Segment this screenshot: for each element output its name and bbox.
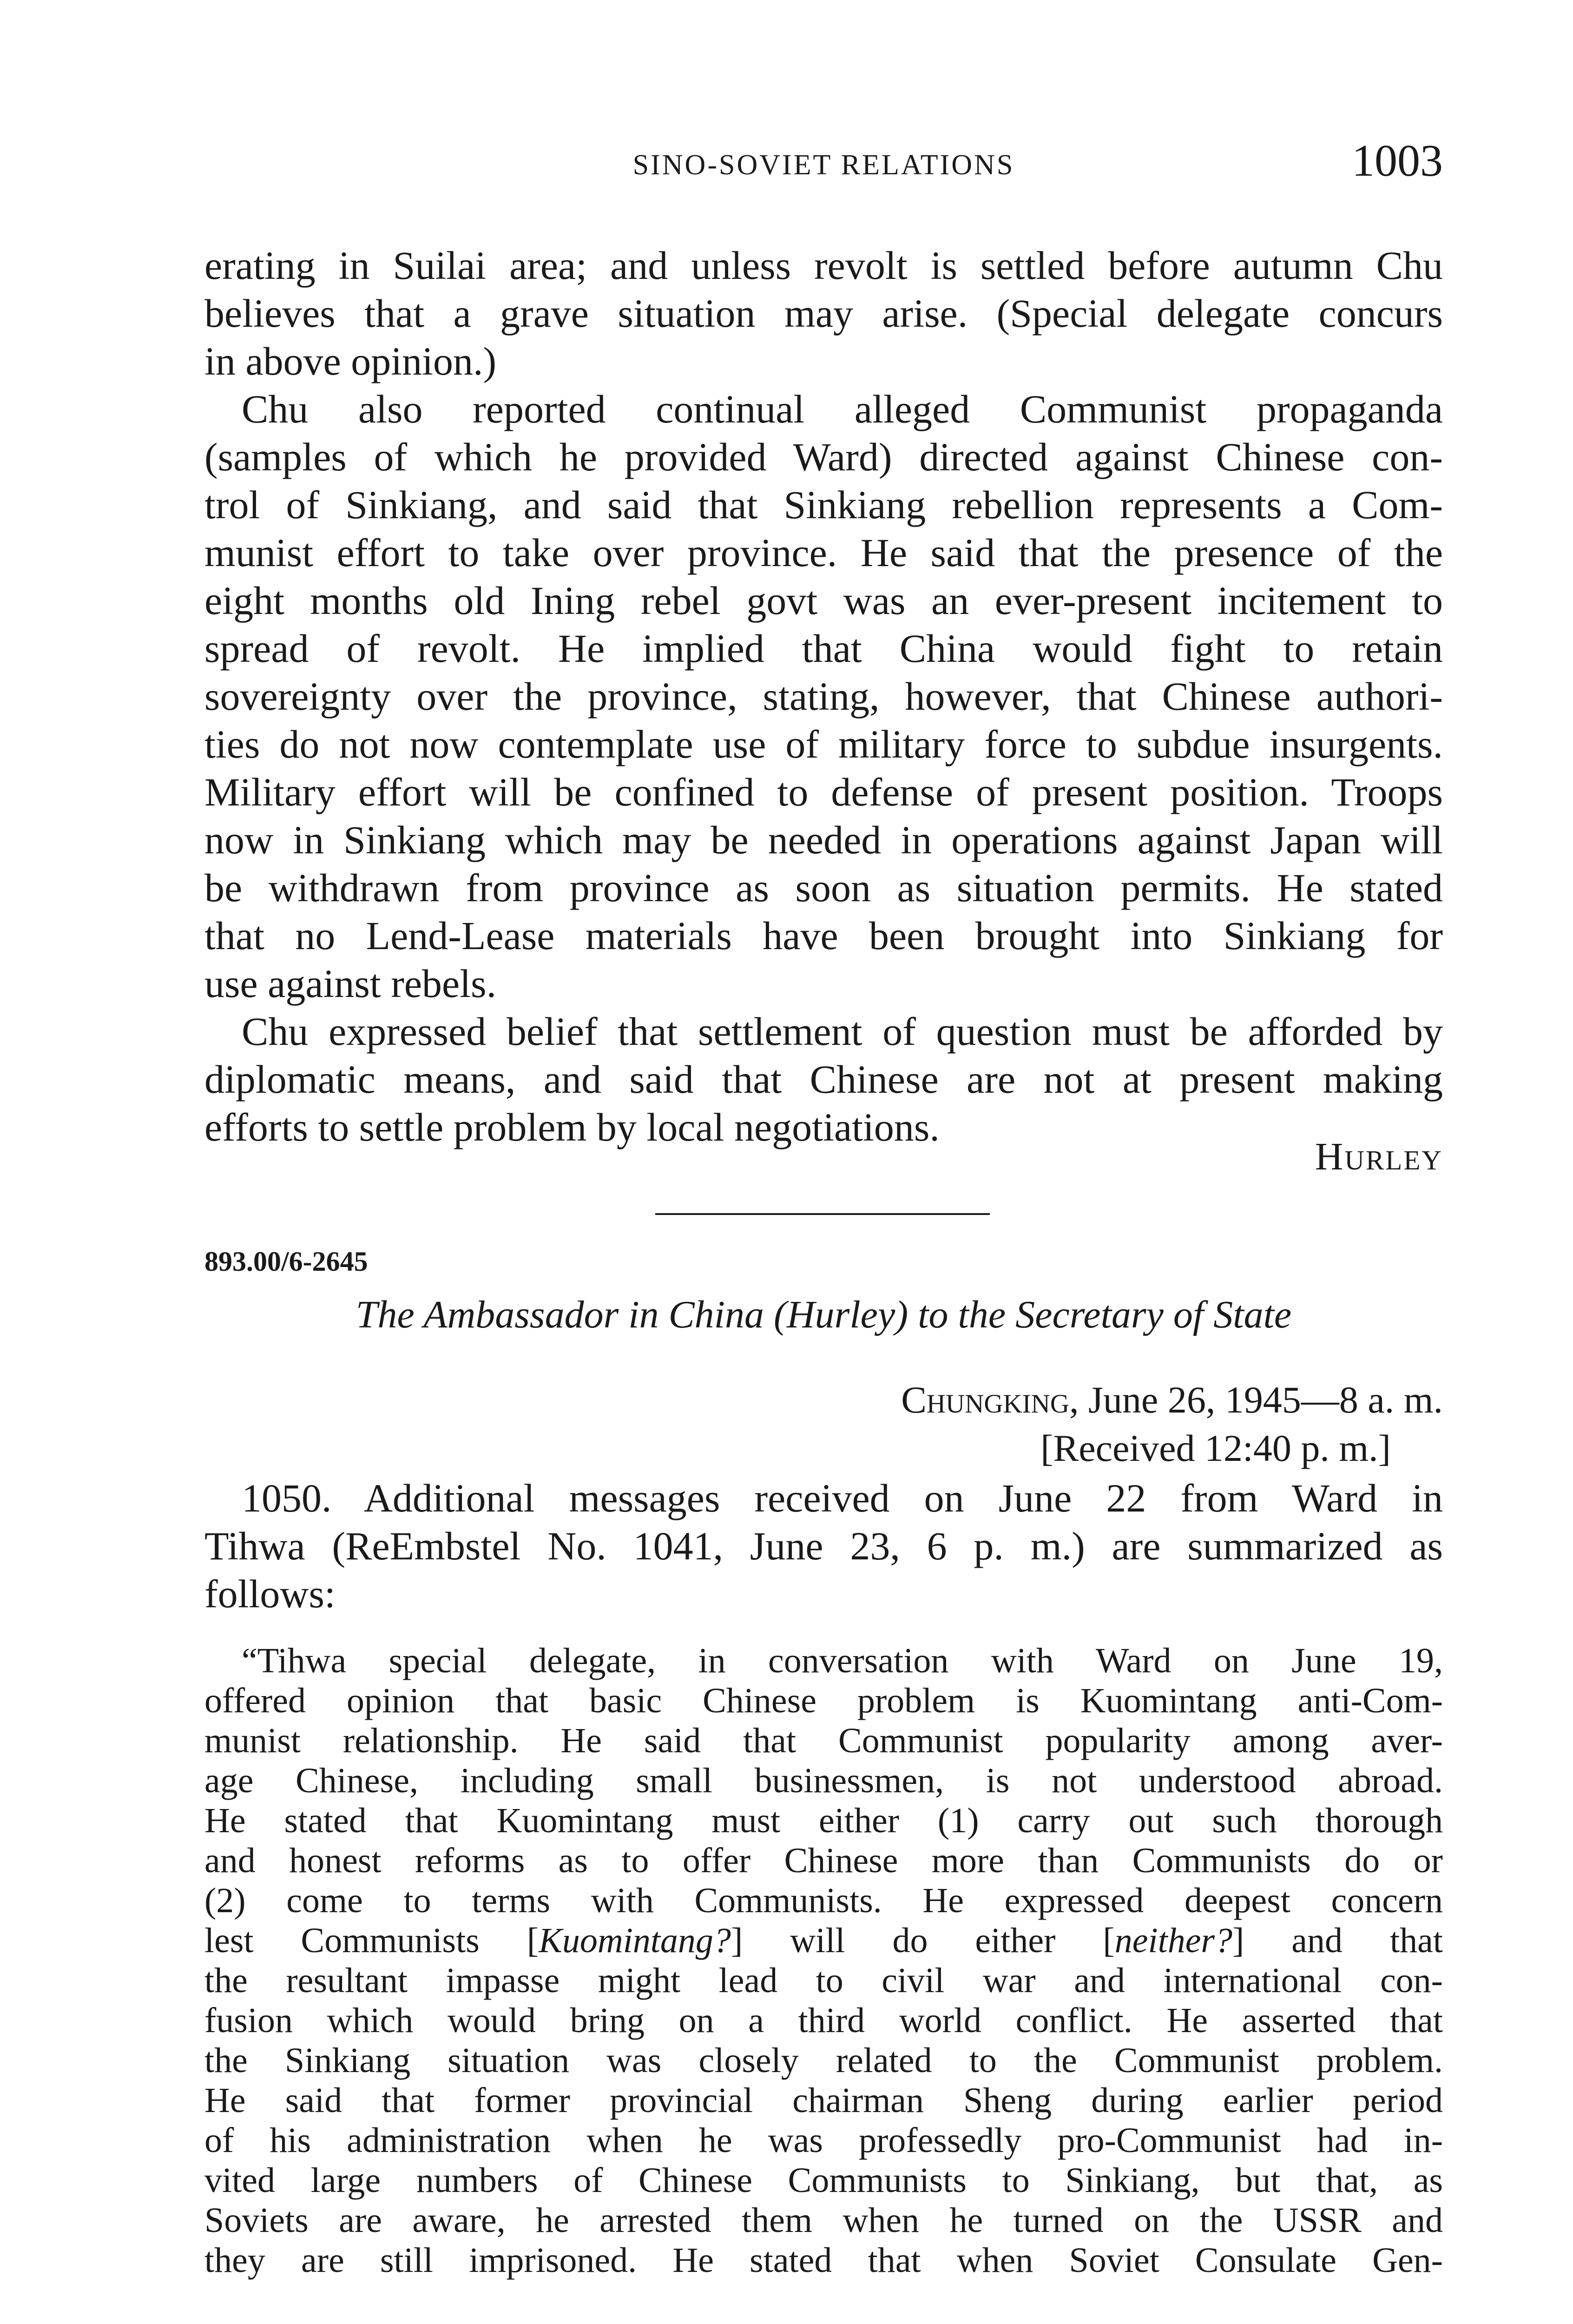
paragraph-diplomatic-means bbox=[204, 1008, 1443, 1151]
quoted-message bbox=[204, 1641, 1443, 2280]
text-line: “Tihwa special delegate, in conversation with Ward on June 19, bbox=[242, 1641, 1443, 1680]
text-line: Military effort will be confined to defense of present position. Troops bbox=[204, 770, 1443, 814]
text-line: use against rebels. bbox=[204, 961, 497, 1006]
dateline-date: June 26, 1945—8 a. m. bbox=[1088, 1379, 1443, 1421]
text-line: diplomatic means, and said that Chinese are not at present making bbox=[204, 1057, 1443, 1102]
section-divider bbox=[655, 1213, 990, 1215]
text-line: Chu expressed belief that settlement of question must be afforded by bbox=[242, 1009, 1443, 1054]
text-line: and honest reforms as to offer Chinese more than Communists do or bbox=[204, 1841, 1443, 1880]
file-number: 893.00/6-2645 bbox=[204, 1246, 368, 1277]
text-fragment: ] and that bbox=[1232, 1921, 1443, 1960]
text-line: Tihwa (ReEmbstel No. 1041, June 23, 6 p. m.) are summarized as bbox=[204, 1524, 1443, 1568]
text-fragment: lest Communists [ bbox=[204, 1921, 539, 1960]
text-line: they are still imprisoned. He stated that when Soviet Consulate Gen- bbox=[204, 2241, 1443, 2280]
text-line: munist relationship. He said that Communist popularity among aver- bbox=[204, 1721, 1443, 1760]
document-title: The Ambassador in China (Hurley) to the Secretary of State bbox=[355, 1293, 1292, 1336]
text-line: that no Lend-Lease materials have been brought into Sinkiang for bbox=[204, 913, 1443, 958]
text-line: erating in Suilai area; and unless revolt is settled before autumn Chu bbox=[204, 243, 1443, 288]
text-line: the resultant impasse might lead to civil war and international con- bbox=[204, 1961, 1443, 2000]
paragraph-1050 bbox=[204, 1474, 1443, 1618]
page-header bbox=[204, 135, 1443, 191]
text-line: sovereignty over the province, stating, however, that Chinese authori- bbox=[204, 674, 1443, 719]
text-line: 1050. Additional messages received on June 22 from Ward in bbox=[242, 1476, 1443, 1520]
text-line: Chu also reported continual alleged Communist propaganda bbox=[242, 387, 1443, 431]
dateline-place: Chungking, bbox=[901, 1379, 1079, 1421]
text-line: now in Sinkiang which may be needed in operations against Japan will bbox=[204, 818, 1443, 862]
dateline bbox=[901, 1376, 1443, 1472]
text-line: be withdrawn from province as soon as situation permits. He stated bbox=[204, 865, 1443, 910]
text-line: efforts to settle problem by local negotiations. bbox=[204, 1105, 940, 1149]
text-line: follows: bbox=[204, 1571, 336, 1616]
received-time: [Received 12:40 p. m.] bbox=[1040, 1427, 1391, 1469]
text-line: offered opinion that basic Chinese problem is Kuomintang anti-Com- bbox=[204, 1681, 1443, 1720]
page-number: 1003 bbox=[1352, 136, 1443, 186]
text-line: vited large numbers of Chinese Communists to Sinkiang, but that, as bbox=[204, 2161, 1443, 2200]
text-line: age Chinese, including small businessmen, is not understood abroad. bbox=[204, 1761, 1443, 1800]
text-line: in above opinion.) bbox=[204, 339, 497, 383]
text-line: fusion which would bring on a third world conflict. He asserted that bbox=[204, 2001, 1443, 2040]
text-fragment: ] will do either [ bbox=[731, 1921, 1115, 1960]
text-line-mixed bbox=[204, 1921, 1443, 1961]
italic-fragment: Kuomintang? bbox=[539, 1921, 731, 1960]
text-line: ties do not now contemplate use of military force to subdue insurgents. bbox=[204, 722, 1443, 766]
text-line: (2) come to terms with Communists. He expressed deepest concern bbox=[204, 1881, 1443, 1920]
signature-hurley: Hurley bbox=[1315, 1135, 1443, 1178]
text-line: munist effort to take over province. He said that the presence of the bbox=[204, 530, 1443, 575]
text-line: Soviets are aware, he arrested them when he turned on the USSR and bbox=[204, 2201, 1443, 2240]
continuation-paragraph bbox=[204, 242, 1443, 385]
italic-fragment: neither? bbox=[1114, 1921, 1233, 1960]
text-line: (samples of which he provided Ward) directed against Chinese con- bbox=[204, 435, 1443, 479]
text-line: of his administration when he was professedly pro-Communist had in- bbox=[204, 2121, 1443, 2160]
text-line: He stated that Kuomintang must either (1) carry out such thorough bbox=[204, 1801, 1443, 1840]
paragraph-chu-propaganda bbox=[204, 385, 1443, 1008]
text-line: the Sinkiang situation was closely related to the Communist problem. bbox=[204, 2041, 1443, 2080]
text-line: eight months old Ining rebel govt was an ever-present incitement to bbox=[204, 578, 1443, 623]
text-line: trol of Sinkiang, and said that Sinkiang rebellion represents a Com- bbox=[204, 482, 1443, 527]
text-line: He said that former provincial chairman Sheng during earlier period bbox=[204, 2081, 1443, 2120]
running-title: SINO-SOVIET RELATIONS bbox=[632, 149, 1015, 181]
text-line: believes that a grave situation may arise. (Special delegate concurs bbox=[204, 291, 1443, 336]
text-line: spread of revolt. He implied that China would fight to retain bbox=[204, 626, 1443, 671]
